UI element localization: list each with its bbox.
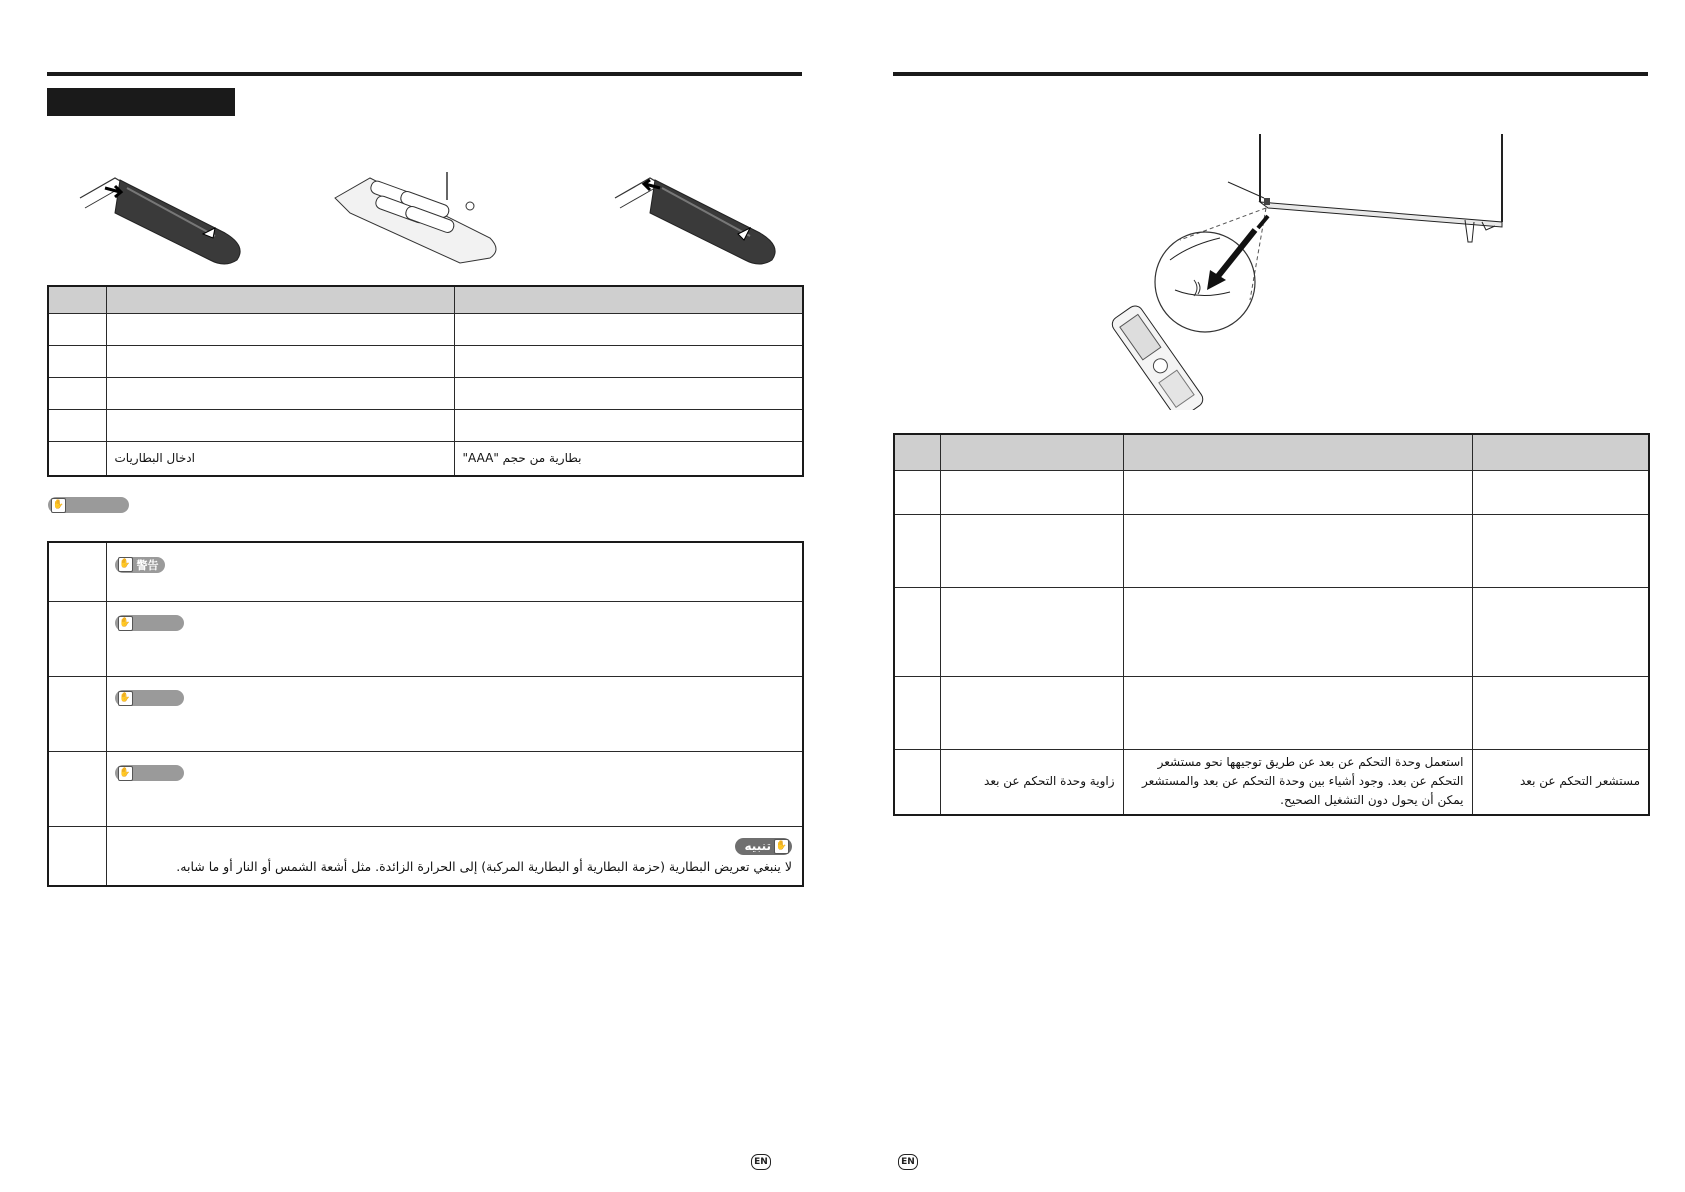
remote-battery-compartment-illustration <box>330 158 505 268</box>
table-header-row <box>48 286 803 314</box>
table-row <box>48 410 803 442</box>
note-badge <box>115 690 184 706</box>
warning-badge: ✋ 警告 <box>115 557 165 573</box>
row-number <box>48 442 106 476</box>
hand-pointer-icon: ✋ <box>118 766 133 781</box>
row-cell <box>106 378 454 410</box>
row-cell <box>1123 587 1472 676</box>
row-cell <box>940 514 1123 587</box>
row-number <box>48 346 106 378</box>
table-header-row <box>894 434 1649 470</box>
row-cell <box>1472 470 1649 514</box>
remote-usage-description: استعمل وحدة التحكم عن بعد عن طريق توجيهها نحو مستشعر التحكم عن بعد. وجود أشياء بين وحدة التحكم عن بعد والمستشعر يمكن أن يحول دون التشغيل الصحيح. <box>1123 749 1472 815</box>
battery-table <box>47 285 804 477</box>
row-cell <box>454 410 803 442</box>
note-badge <box>115 615 184 631</box>
insert-batteries-label: ادخال البطاريات <box>106 442 454 476</box>
note-badge <box>115 765 184 781</box>
table-row <box>48 346 803 378</box>
row-cell <box>1123 514 1472 587</box>
row-cell <box>940 470 1123 514</box>
row-cell <box>1123 676 1472 749</box>
table-row <box>894 470 1649 514</box>
note-row <box>48 601 803 676</box>
table-row <box>48 442 803 476</box>
row-number <box>48 378 106 410</box>
row-number <box>894 749 940 815</box>
row-cell <box>940 587 1123 676</box>
row-cell <box>1472 676 1649 749</box>
table-row <box>48 314 803 346</box>
row-cell <box>454 314 803 346</box>
note-row <box>48 542 803 601</box>
caution-badge: تنبيه ✋ <box>735 838 792 855</box>
caution-row <box>48 826 803 886</box>
row-number <box>894 676 940 749</box>
note-badge <box>48 497 129 513</box>
table-row <box>894 514 1649 587</box>
row-cell <box>106 314 454 346</box>
remote-sensor-table <box>893 433 1650 816</box>
hand-pointer-icon: ✋ <box>118 691 133 706</box>
row-cell <box>106 410 454 442</box>
left-section-tab <box>47 88 235 116</box>
row-number <box>894 587 940 676</box>
remote-sensor-icon <box>1264 198 1270 205</box>
left-top-rule <box>47 72 802 76</box>
row-cell <box>454 346 803 378</box>
table-row <box>894 749 1649 815</box>
row-number <box>48 410 106 442</box>
notes-table <box>47 541 804 887</box>
row-cell <box>1472 514 1649 587</box>
note-row <box>48 751 803 826</box>
remote-cover-close-illustration <box>610 158 785 268</box>
hand-pointer-icon: ✋ <box>774 839 789 854</box>
row-cell <box>1472 587 1649 676</box>
left-page-language-mark: EN <box>751 1154 771 1170</box>
caution-text: لا ينبغي تعريض البطارية (حزمة البطارية أو البطارية المركبة) إلى الحرارة الزائدة. مثل أشعة الشمس أو النار أو ما شابه. <box>176 858 792 874</box>
row-cell <box>454 378 803 410</box>
remote-cover-open-illustration <box>75 158 250 268</box>
note-row <box>48 676 803 751</box>
table-row <box>894 676 1649 749</box>
row-number <box>894 470 940 514</box>
row-number <box>48 314 106 346</box>
row-cell <box>940 676 1123 749</box>
hand-pointer-icon: ✋ <box>51 498 66 513</box>
table-row <box>48 378 803 410</box>
tv-remote-angle-illustration <box>1090 130 1510 410</box>
hand-pointer-icon: ✋ <box>118 616 133 631</box>
row-cell <box>106 346 454 378</box>
remote-angle-label: زاوية وحدة التحكم عن بعد <box>940 749 1123 815</box>
remote-sensor-label: مستشعر التحكم عن بعد <box>1472 749 1649 815</box>
right-top-rule <box>893 72 1648 76</box>
row-number <box>894 514 940 587</box>
hand-pointer-icon: ✋ <box>118 557 133 572</box>
row-cell <box>1123 470 1472 514</box>
battery-size-label: بطارية من حجم "AAA" <box>454 442 803 476</box>
right-page-language-mark: EN <box>898 1154 918 1170</box>
table-row <box>894 587 1649 676</box>
